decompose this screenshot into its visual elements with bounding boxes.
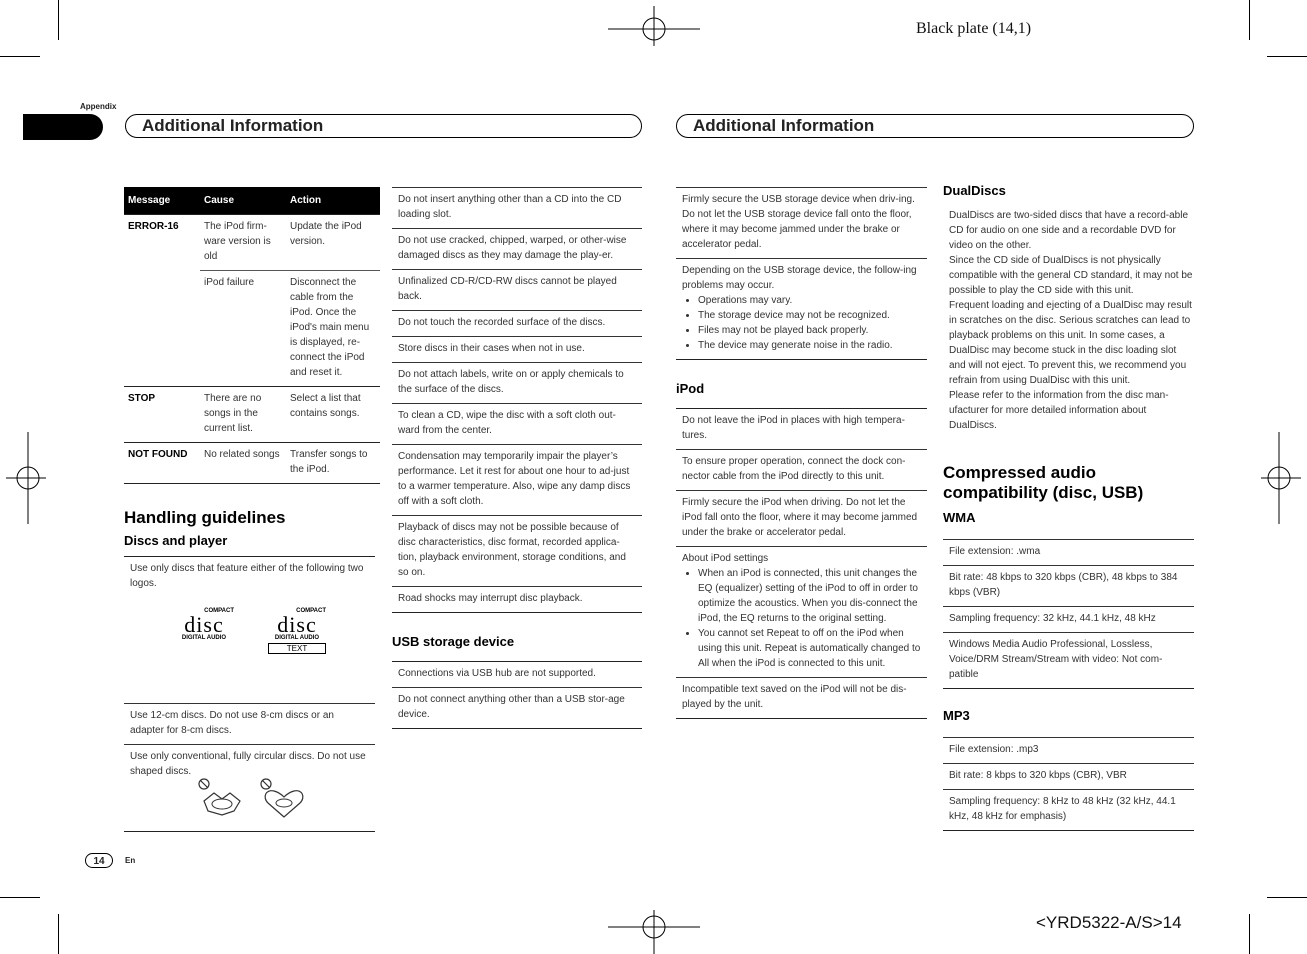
spec-item: Bit rate: 48 kbps to 320 kbps (CBR), 48 kbps to 384 kbps (VBR): [943, 565, 1194, 606]
table-header: [124, 187, 380, 215]
crop-mark: [1267, 56, 1307, 57]
logos-box: [124, 557, 375, 703]
crop-mark: [0, 897, 40, 898]
table-cell: iPod failure: [200, 271, 286, 387]
crop-mark: [58, 0, 59, 40]
handling-title: Handling guidelines: [124, 508, 286, 527]
usb-title: USB storage device: [392, 634, 515, 649]
spec-item: Bit rate: 8 kbps to 320 kbps (CBR), VBR: [943, 763, 1194, 789]
table-row: [124, 387, 380, 443]
error-table: [124, 187, 380, 484]
note-item: Firmly secure the iPod when driving. Do not let the iPod fall onto the floor, where it may become jammed under the brake or accelerator pedal.: [676, 490, 927, 546]
table-cell: The iPod firm-ware version is old: [200, 215, 286, 271]
crop-mark: [1249, 0, 1250, 40]
discs-player-title: Discs and player: [124, 533, 228, 548]
usb-notes: [392, 661, 642, 729]
crop-mark: [58, 914, 59, 954]
note-item: Do not touch the recorded surface of the discs.: [392, 310, 642, 336]
page-number: 14: [85, 853, 113, 868]
problem-list: [682, 293, 921, 353]
crop-mark: [1267, 897, 1307, 898]
handling-boxes: [124, 556, 375, 832]
mp3-title: MP3: [943, 708, 970, 723]
plate-label: Black plate (14,1): [916, 20, 1032, 37]
note-item: Do not attach labels, write on or apply chemicals to the surface of the discs.: [392, 362, 642, 403]
note-item: Road shocks may interrupt disc playback.: [392, 586, 642, 613]
ipod-title: iPod: [676, 381, 705, 396]
spec-item: Windows Media Audio Professional, Lossless, Voice/DRM Stream/Stream with video: Not com-patible: [943, 632, 1194, 689]
column-1: [124, 187, 380, 832]
note-item: Do not connect anything other than a USB stor-age device.: [392, 687, 642, 729]
section-tab: [23, 114, 103, 140]
usb-notes-continued: [676, 187, 927, 360]
crop-mark: [1249, 914, 1250, 954]
spec-item: File extension: .wma: [949, 546, 1041, 557]
spec-item: Sampling frequency: 32 kHz, 44.1 kHz, 48 kHz: [943, 606, 1194, 632]
note-item: Condensation may temporarily impair the player’s performance. Let it rest for about one hour to ad-just to a warmer temperature. Also, wipe any damp discs off with a soft cloth.: [392, 444, 642, 515]
language-label: En: [125, 856, 136, 865]
header-cause: Cause: [200, 187, 286, 215]
header-right: Additional Information: [676, 114, 1194, 138]
table-row: [124, 271, 380, 387]
list-item: • When an iPod is connected, this unit changes the EQ (equalizer) setting of the iPod to off in order to optimize the acoustics. When you dis-connect the iPod, the EQ returns to the original setting.: [698, 566, 921, 626]
registration-mark-icon: [1261, 432, 1301, 524]
table-cell: Disconnect the cable from the iPod. Once the iPod's main menu is displayed, re-connect the iPod and reset it.: [286, 271, 380, 387]
column-3: [676, 187, 927, 719]
note-item: To clean a CD, wipe the disc with a soft cloth out-ward from the center.: [392, 403, 642, 444]
dualdiscs-title: DualDiscs: [943, 183, 1006, 198]
note-item: Depending on the USB storage device, the follow-ing problems may occur. • Operations may vary. • The storage device may not be recognized. • Files may not be played back properly. • The device may generate noise in the radio.: [676, 258, 927, 360]
settings-list: [682, 566, 921, 671]
header-action: Action: [286, 187, 380, 215]
appendix-label: Appendix: [80, 102, 117, 111]
table-cell: Select a list that contains songs.: [286, 387, 380, 443]
disc-notes: [392, 187, 642, 613]
dualdiscs-text: DualDiscs are two-sided discs that have a record-able CD for audio on one side and a recordable DVD for video on the other. Since the CD side of DualDiscs is not physically compatible with the general CD standard, it may not be possible to play the CD side with this unit. Frequent loading and ejecting of a DualDisc may result in scratches on the disc. Serious scratches can lead to playback problems on this unit. In some cases, a DualDisc may become stuck in the disc loading slot and will not eject. To prevent this, we recommend you refrain from using DualDisc with this unit. Please refer to the information from the disc man-ufacturer for more detailed information about DualDiscs.: [949, 210, 1193, 431]
note-item: Do not use cracked, chipped, warped, or other-wise damaged discs as they may damage the play-er.: [392, 228, 642, 269]
crop-mark: [0, 56, 40, 57]
document-code: <YRD5322-A/S>14: [1036, 913, 1182, 932]
spec-item: Sampling frequency: 8 kHz to 48 kHz (32 kHz, 44.1 kHz, 48 kHz for emphasis): [943, 789, 1194, 831]
note-item: Unfinalized CD-R/CD-RW discs cannot be played back.: [392, 269, 642, 310]
table-row: [124, 215, 380, 271]
table-cell: No related songs: [200, 443, 286, 484]
note-item: Incompatible text saved on the iPod will not be dis-played by the unit.: [676, 677, 927, 719]
wma-title: WMA: [943, 510, 976, 525]
table-row: [124, 443, 380, 484]
header-left: Additional Information: [125, 114, 642, 138]
note-item: To ensure proper operation, connect the dock con-nector cable from the iPod directly to this unit.: [676, 449, 927, 490]
table-cell: Transfer songs to the iPod.: [286, 443, 380, 484]
note-item: Playback of discs may not be possible because of disc characteristics, disc format, recorded applica-tion, playback environment, storage conditions, and so on.: [392, 515, 642, 586]
note-item: Do not insert anything other than a CD into the CD loading slot.: [398, 194, 622, 220]
note-item: Firmly secure the USB storage device when driv-ing. Do not let the USB storage device fall onto the floor, where it may become jammed under the brake or accelerator pedal.: [682, 194, 915, 250]
table-cell: ERROR-16: [124, 215, 200, 271]
table-cell: There are no songs in the current list.: [200, 387, 286, 443]
no-shaped-disc-icon: [196, 777, 246, 821]
mp3-specs: [943, 737, 1194, 831]
list-item: • Operations may vary.: [698, 293, 921, 308]
registration-mark-icon: [608, 910, 700, 954]
note-item: Connections via USB hub are not supported.: [398, 668, 596, 679]
list-item: • You cannot set Repeat to off on the iPod when using this unit. Repeat is automatically changed to All when the iPod is connected to this unit.: [698, 626, 921, 671]
list-item: • The storage device may not be recognized.: [698, 308, 921, 323]
note-item: Do not leave the iPod in places with high tempera-tures.: [682, 415, 905, 441]
note-item: Store discs in their cases when not in use.: [392, 336, 642, 362]
no-heart-disc-icon: [258, 777, 308, 821]
compact-disc-logo: COMPACT disc DIGITAL AUDIO: [181, 608, 234, 641]
note-item: About iPod settings • When an iPod is connected, this unit changes the EQ (equalizer) setting of the iPod to off in order to optimize the acoustics. When you dis-connect the iPod, the EQ returns to the original setting. • You cannot set Repeat to off on the iPod when using this unit. Repeat is automatically changed to All when the iPod is connected to this unit.: [676, 546, 927, 677]
header-message: Message: [124, 187, 200, 215]
disc-shape-box: Use only conventional, fully circular discs. Do not use shaped discs.: [124, 744, 375, 832]
logos-intro: Use only discs that feature either of the following two logos.: [130, 563, 364, 589]
disc-size-box: Use 12-cm discs. Do not use 8-cm discs or an adapter for 8-cm discs.: [124, 703, 375, 744]
list-item: • Files may not be played back properly.: [698, 323, 921, 338]
column-2: [392, 187, 642, 729]
registration-mark-icon: [608, 6, 700, 46]
list-item: • The device may generate noise in the radio.: [698, 338, 921, 353]
compressed-title: Compressed audio compatibility (disc, USB): [943, 463, 1144, 502]
registration-mark-icon: [6, 432, 46, 524]
table-cell: [124, 271, 200, 387]
table-cell: STOP: [124, 387, 200, 443]
table-cell: NOT FOUND: [124, 443, 200, 484]
column-4: [943, 182, 1194, 831]
compact-disc-text-logo: COMPACT disc DIGITAL AUDIO TEXT: [268, 608, 326, 654]
spec-item: File extension: .mp3: [949, 744, 1039, 755]
wma-specs: [943, 539, 1194, 689]
table-cell: Update the iPod version.: [286, 215, 380, 271]
ipod-notes: [676, 408, 927, 719]
